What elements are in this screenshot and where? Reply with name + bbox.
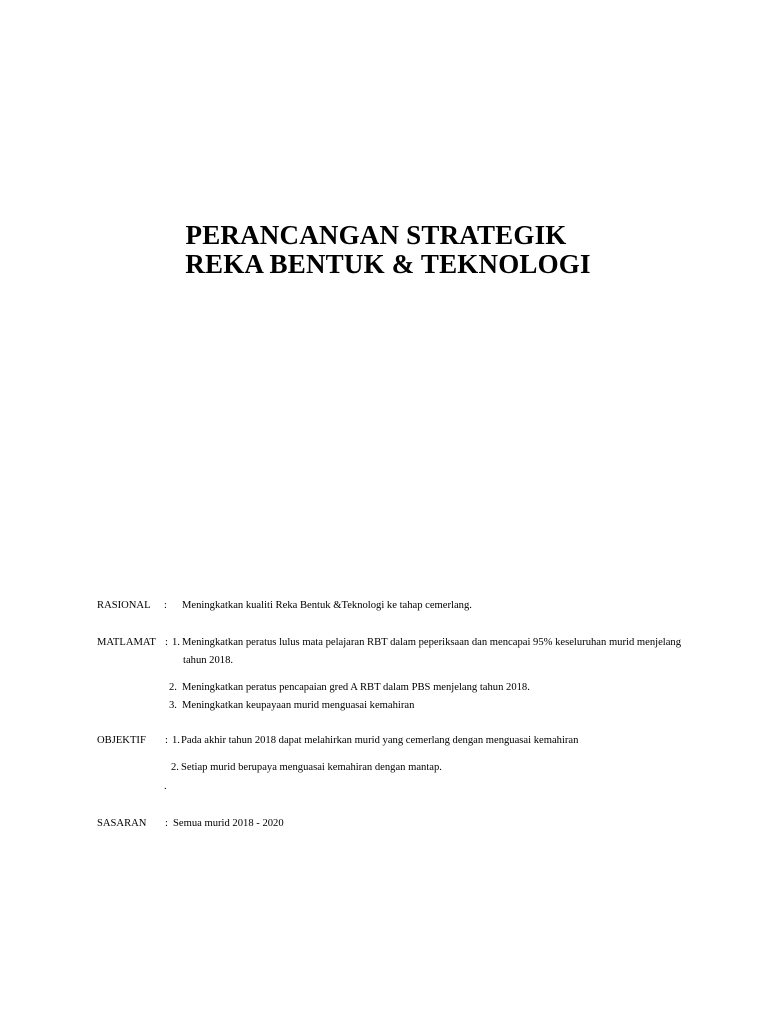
matlamat-item-3-text: Meningkatkan keupayaan murid menguasai kemahiran [182, 700, 415, 711]
sasaran-text: Semua murid 2018 - 2020 [173, 818, 284, 829]
matlamat-colon: : [165, 637, 168, 648]
objektif-stray-dot: . [164, 781, 167, 792]
sasaran-label: SASARAN [97, 818, 147, 829]
objektif-item-2-number: 2. [171, 762, 179, 773]
matlamat-item-1-continuation: tahun 2018. [183, 655, 234, 666]
rasional-text: Meningkatkan kualiti Reka Bentuk &Teknologi ke tahap cemerlang. [182, 600, 472, 611]
objektif-label: OBJEKTIF [97, 735, 146, 746]
objektif-item-1-number: 1. [172, 735, 180, 746]
objektif-item-2-text: Setiap murid berupaya menguasai kemahiran dengan mantap. [181, 762, 442, 773]
matlamat-item-3-number: 3. [169, 700, 177, 711]
rasional-label: RASIONAL [97, 600, 151, 611]
matlamat-item-1-text: Meningkatkan peratus lulus mata pelajaran RBT dalam peperiksaan dan mencapai 95% keseluruhan murid menjelang [182, 637, 682, 648]
matlamat-label: MATLAMAT [97, 637, 156, 648]
sasaran-colon: : [165, 818, 168, 829]
objektif-colon: : [165, 735, 168, 746]
document-title-line-1: PERANCANGAN STRATEGIK [185, 220, 567, 250]
objektif-item-1-text: Pada akhir tahun 2018 dapat melahirkan murid yang cemerlang dengan menguasai kemahiran [181, 735, 579, 746]
matlamat-item-1-number: 1. [172, 637, 180, 648]
matlamat-item-2-text: Meningkatkan peratus pencapaian gred A RBT dalam PBS menjelang tahun 2018. [182, 682, 530, 693]
rasional-colon: : [164, 600, 167, 611]
document-title-line-2: REKA BENTUK & TEKNOLOGI [185, 249, 591, 279]
matlamat-item-2-number: 2. [169, 682, 177, 693]
